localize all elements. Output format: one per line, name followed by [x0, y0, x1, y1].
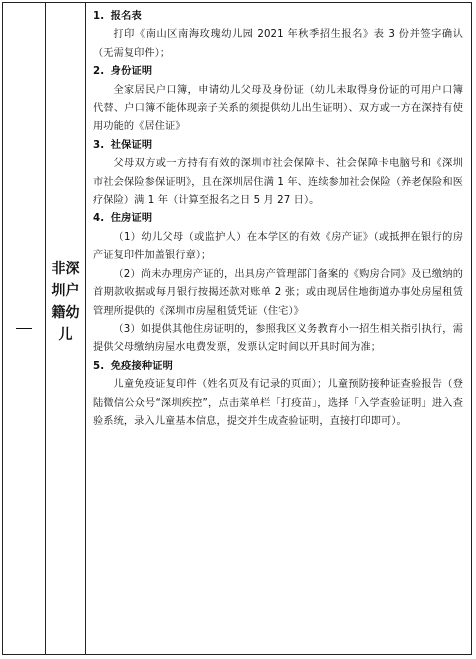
item-title: 报名表: [110, 11, 142, 22]
item-number: 5.: [93, 360, 105, 372]
item-paragraph: 父母双方或一方持有有效的深圳市社会保障卡、社会保障卡电脑号和《深圳市社会保险参保证明》，且在深圳居住满 1 年、连续参加社会保险（养老保险和医疗保险）满 1 年（计算至报名之日 5 月 27 日）。: [93, 158, 463, 207]
category-cell: [46, 3, 85, 654]
item-paragraph: 儿童免疫证复印件（姓名页及有记录的页面）；儿童预防接种证查验报告（登陆微信公众号“深圳疾控”，点击菜单栏「打疫苗」，选择「入学查验证明」进入查验系统，录入儿童基本信息，提交并生成查验证明，直接打印即可）。: [93, 379, 463, 427]
requirement-item: [93, 358, 463, 432]
item-paragraph: （1）幼儿父母（或监护人）在本学区的有效《房产证》（或抵押在银行的房产证复印件加盖银行章）；: [93, 231, 463, 262]
item-heading: [93, 210, 463, 228]
item-title: 住房证明: [110, 213, 153, 225]
requirements-content: [93, 8, 463, 431]
item-paragraph: （2）尚未办理房产证的，出具房产管理部门备案的《购房合同》及已缴纳的首期款收据或每月银行按揭还款对账单 2 张；或由现居住地街道办事处房屋租赁管理所提供的《深圳市房屋租赁凭证（住宅）》: [93, 268, 463, 317]
item-heading: [93, 63, 463, 81]
item-heading: [93, 137, 463, 155]
item-title: 社保证明: [110, 139, 153, 151]
requirement-item: [93, 63, 463, 137]
item-paragraph: 打印《南山区南海玫瑰幼儿园 2021 年秋季招生报名》表 3 份并签字确认（无需复印件）；: [93, 29, 463, 59]
item-title: 免疫接种证明: [110, 360, 174, 372]
item-heading: [93, 8, 463, 26]
section-number: [3, 3, 45, 654]
section-number-dash: [16, 328, 32, 329]
item-heading: [93, 358, 463, 376]
column-divider: [85, 3, 86, 654]
item-number: 4.: [93, 213, 105, 225]
category-label: 非深圳户籍幼儿: [51, 260, 80, 343]
item-number: 2.: [93, 66, 105, 78]
item-paragraph: （3）如提供其他住房证明的，参照我区义务教育小一招生相关指引执行，需提供父母缴纳房屋水电费发票，发票认定时间以开具时间为准；: [93, 323, 463, 354]
item-number: 1.: [93, 11, 105, 22]
requirement-item: [93, 8, 463, 63]
item-paragraph: 全家居民户口簿，申请幼儿父母及身份证（幼儿未取得身份证的可用户口簿代替、户口簿不能体现亲子关系的须提供幼儿出生证明）、双方或一方在深持有使用功能的《居住证》: [93, 84, 463, 133]
requirement-item: [93, 137, 463, 211]
item-number: 3.: [93, 139, 105, 151]
item-title: 身份证明: [110, 66, 153, 78]
requirement-item: [93, 210, 463, 357]
requirements-table: [2, 2, 472, 655]
